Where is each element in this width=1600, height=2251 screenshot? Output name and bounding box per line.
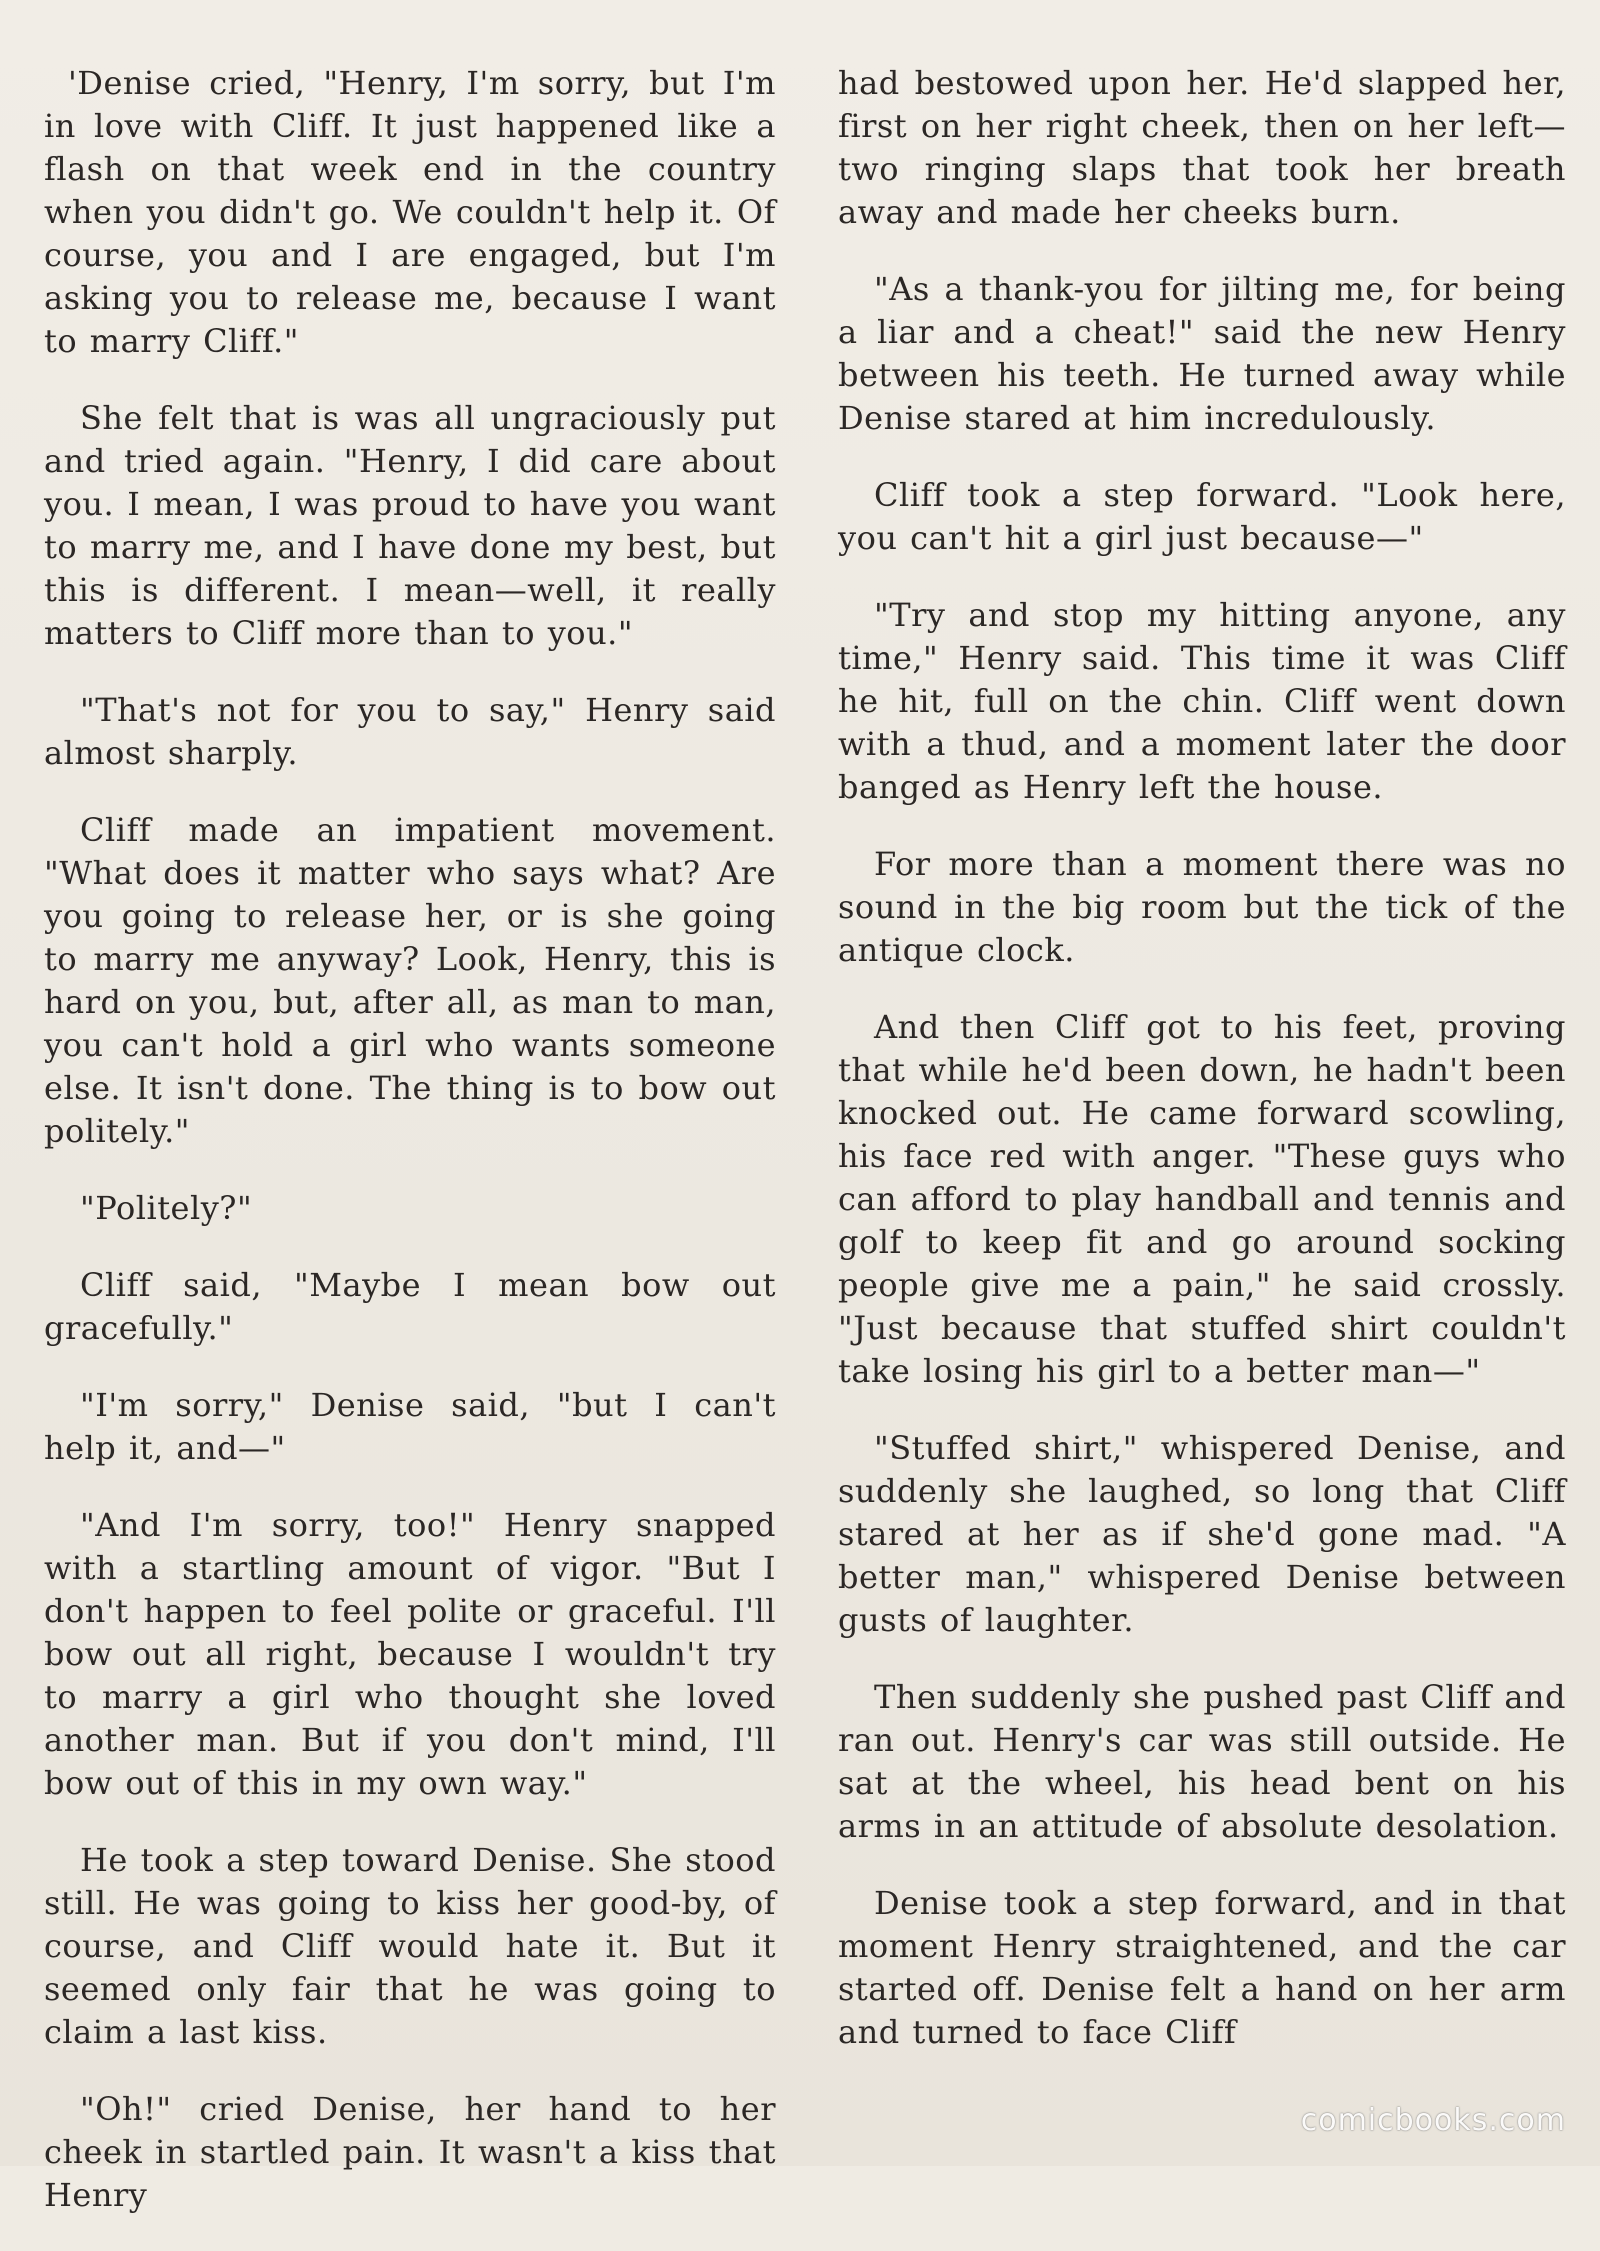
site-watermark: comicbooks.com [1300, 2103, 1566, 2138]
paragraph: "Politely?" [80, 1189, 253, 1227]
paragraph: "As a thank-you for jilting me, for being a liar and a cheat!" said the new Henry between his teeth. He turned away while Denise stared at him incredulously. [838, 270, 1566, 437]
paragraph: had bestowed upon her. He'd slapped her, first on her right cheek, then on her left—two ringing slaps that took her breath away and made her cheeks burn. [838, 64, 1566, 231]
paragraph: She felt that is was all ungraciously put and tried again. "Henry, I did care about you. I mean, I was proud to have you want to marry me, and I have done my best, but this is different. I mean—well, it really matters to Cliff more than to you." [44, 399, 776, 652]
paragraph: Denise took a step forward, and in that moment Henry straightened, and the car started off. Denise felt a hand on her arm and turned to face Cliff [838, 1884, 1566, 2051]
paragraph: "I'm sorry," Denise said, "but I can't help it, and—" [44, 1386, 776, 1467]
right-text-column [838, 62, 1566, 2088]
paragraph: Cliff made an impatient movement. "What does it matter who says what? Are you going to release her, or is she going to marry me anyway? Look, Henry, this is hard on you, but, after all, as man to man, you can't hold a girl who wants someone else. It isn't done. The thing is to bow out politely." [44, 811, 776, 1150]
paragraph: And then Cliff got to his feet, proving that while he'd been down, he hadn't been knocked out. He came forward scowling, his face red with anger. "These guys who can afford to play handball and tennis and golf to keep fit and go around socking people give me a pain," he said crossly. "Just because that stuffed shirt couldn't take losing his girl to a better man—" [838, 1008, 1566, 1390]
paragraph: "Oh!" cried Denise, her hand to her cheek in startled pain. It wasn't a kiss that Henry [44, 2090, 776, 2214]
paragraph: "That's not for you to say," Henry said almost sharply. [44, 691, 776, 772]
paragraph: "And I'm sorry, too!" Henry snapped with a startling amount of vigor. "But I don't happen to feel polite or graceful. I'll bow out all right, because I wouldn't try to marry a girl who thought she loved another man. But if you don't mind, I'll bow out of this in my own way." [44, 1506, 776, 1802]
paragraph: He took a step toward Denise. She stood still. He was going to kiss her good-by, of course, and Cliff would hate it. But it seemed only fair that he was going to claim a last kiss. [44, 1841, 776, 2051]
paragraph: "Stuffed shirt," whispered Denise, and suddenly she laughed, so long that Cliff stared at her as if she'd gone mad. "A better man," whispered Denise between gusts of laughter. [838, 1429, 1566, 1639]
paragraph: "Try and stop my hitting anyone, any time," Henry said. This time it was Cliff he hit, full on the chin. Cliff went down with a thud, and a moment later the door banged as Henry left the house. [838, 596, 1566, 806]
paragraph: For more than a moment there was no sound in the big room but the tick of the antique clock. [838, 845, 1566, 969]
paragraph: Then suddenly she pushed past Cliff and ran out. Henry's car was still outside. He sat at the wheel, his head bent on his arms in an attitude of absolute desolation. [838, 1678, 1566, 1845]
paragraph: 'Denise cried, "Henry, I'm sorry, but I'm in love with Cliff. It just happened like a flash on that week end in the country when you didn't go. We couldn't help it. Of course, you and I are engaged, but I'm asking you to release me, because I want to marry Cliff." [44, 64, 776, 360]
paragraph: Cliff said, "Maybe I mean bow out gracefully." [44, 1266, 776, 1347]
left-text-column [44, 62, 776, 2251]
paragraph: Cliff took a step forward. "Look here, you can't hit a girl just because—" [838, 476, 1566, 557]
